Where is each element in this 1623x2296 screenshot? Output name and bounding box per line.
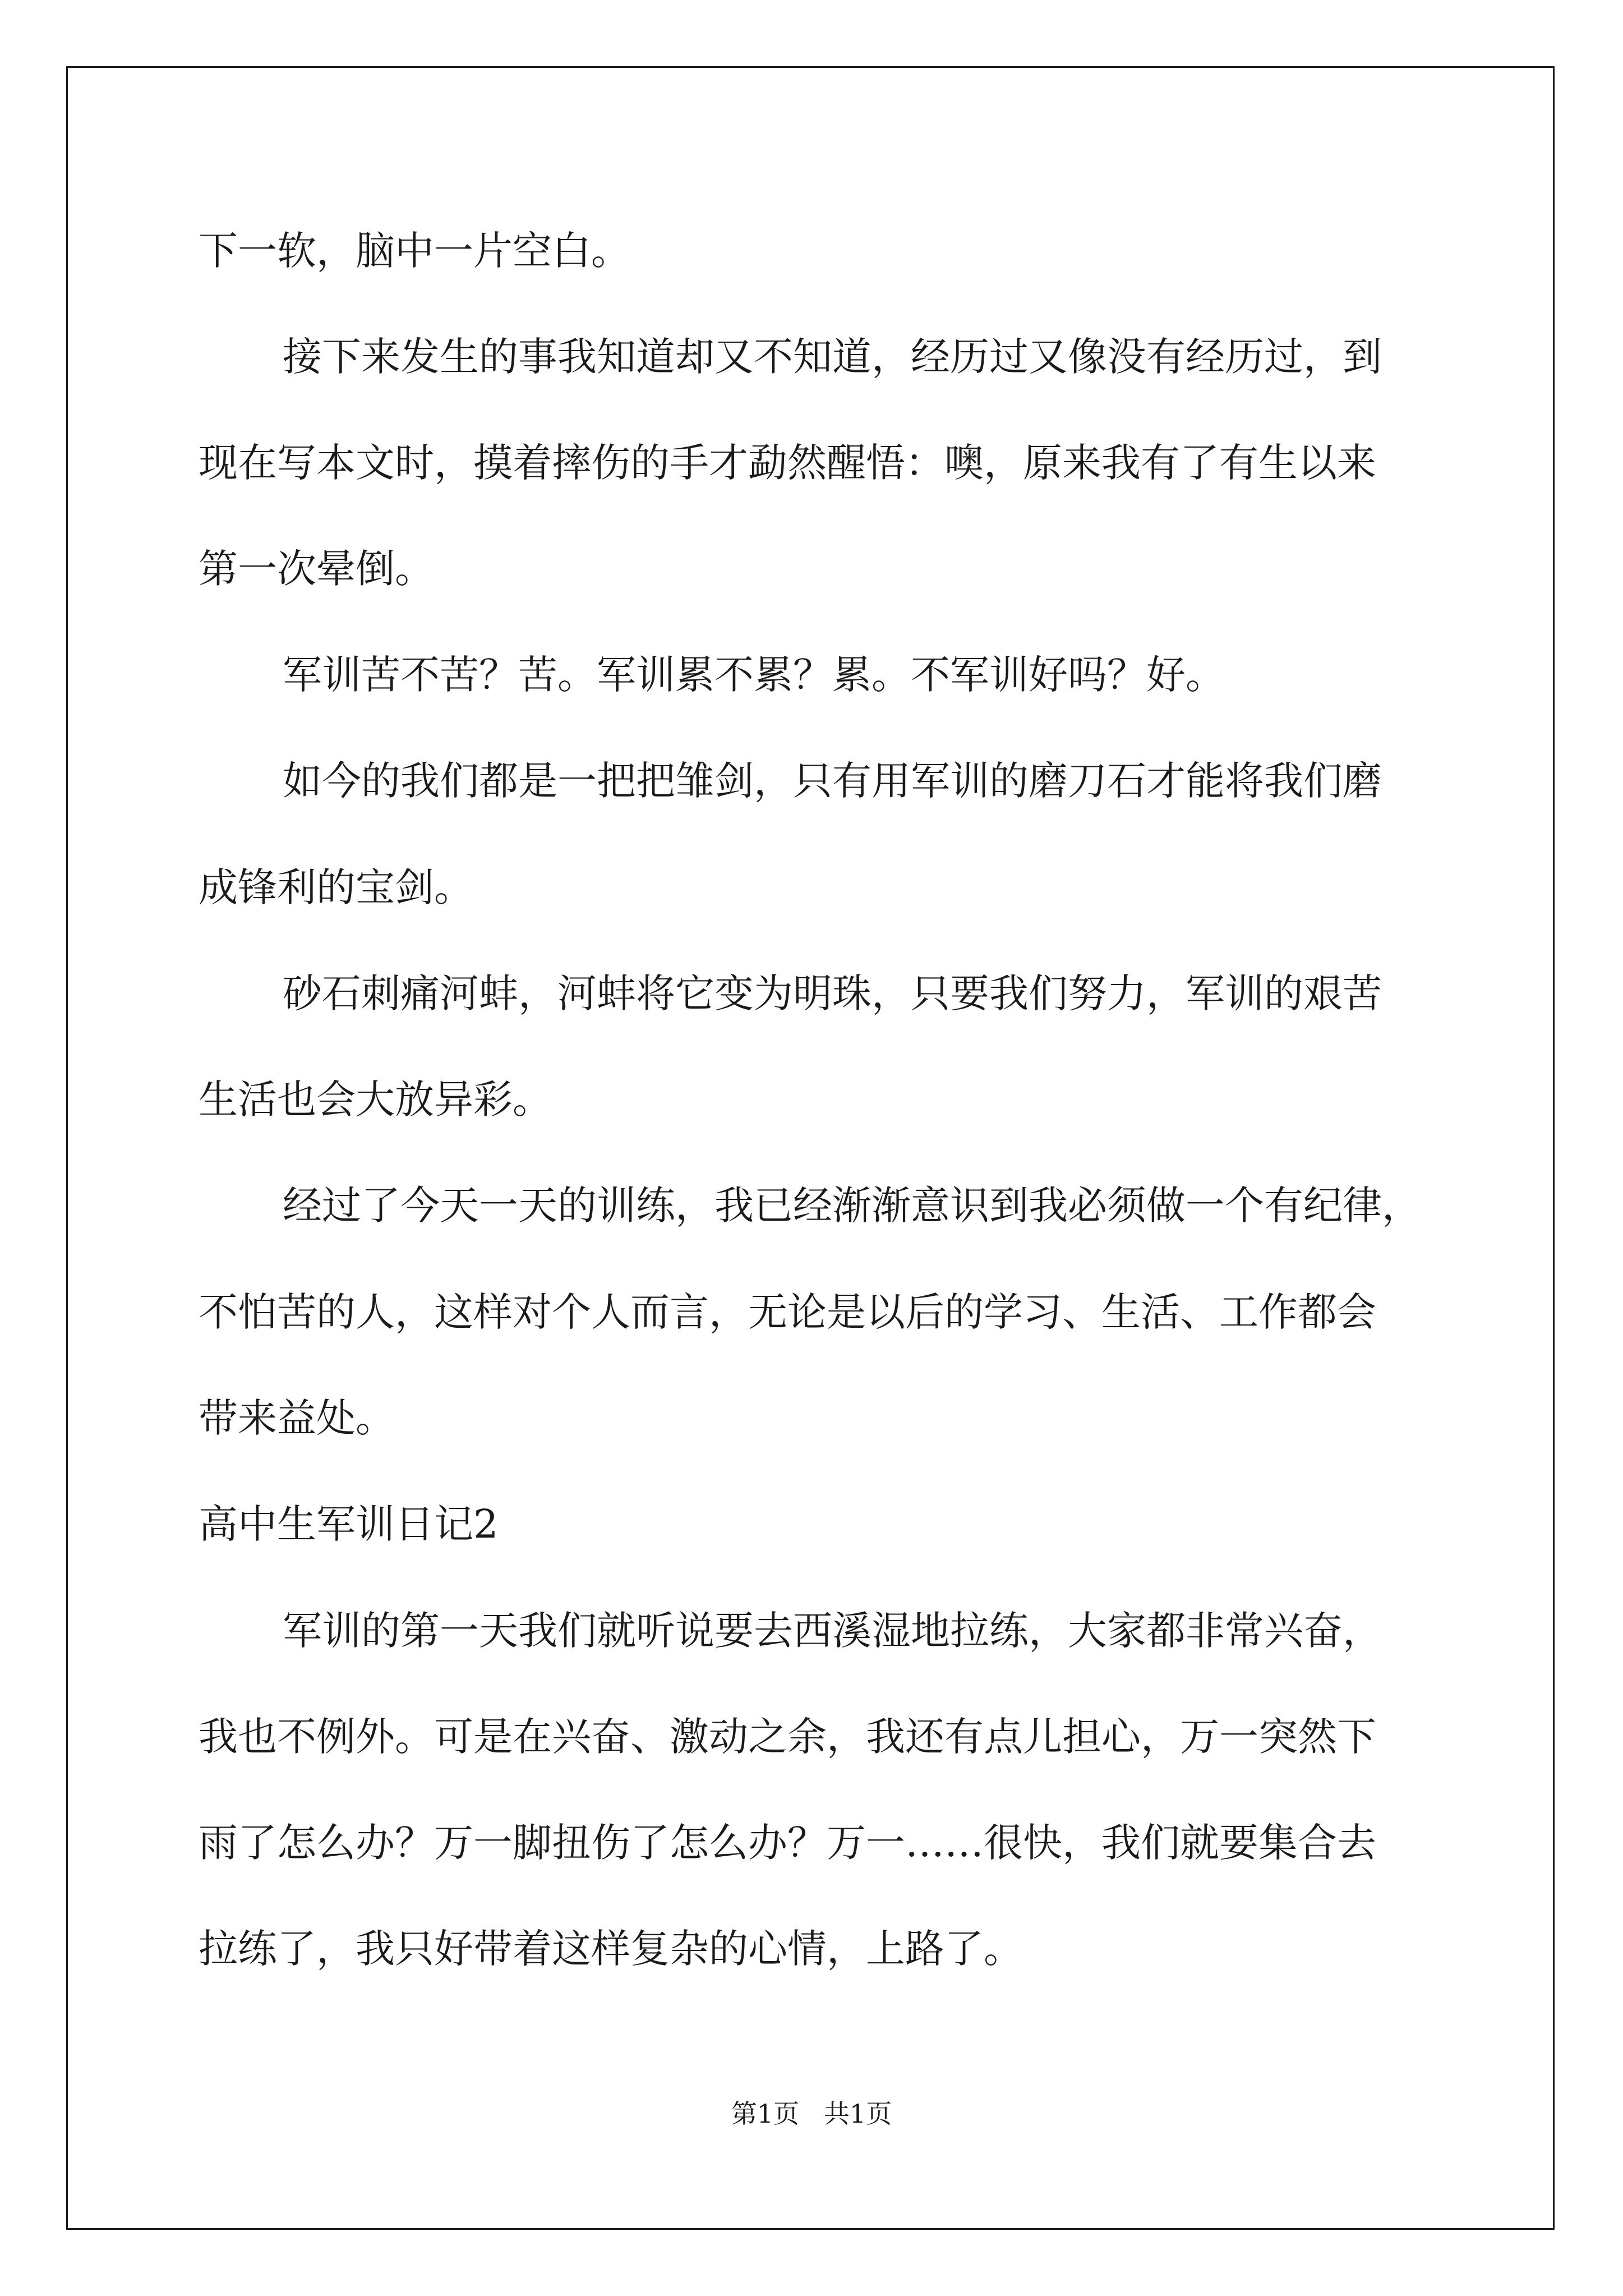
- text-line: 现在写本文时，摸着摔伤的手才勐然醒悟：噢，原来我有了有生以来: [199, 440, 1376, 486]
- page-border: [66, 66, 1555, 2230]
- text-line: 带来益处。: [199, 1395, 395, 1441]
- text-line: 军训的第一天我们就听说要去西溪湿地拉练，大家都非常兴奋，: [283, 1608, 1382, 1654]
- text-line: 雨了怎么办？万一脚扭伤了怎么办？万一……很快，我们就要集合去: [199, 1820, 1376, 1866]
- text-line: 如今的我们都是一把把雏剑，只有用军训的磨刀石才能将我们磨: [283, 758, 1382, 804]
- page-number-footer: 第1页 共1页: [731, 2099, 892, 2129]
- text-line: 拉练了，我只好带着这样复杂的心情，上路了。: [199, 1926, 1023, 1972]
- text-line: 下一软，脑中一片空白。: [199, 228, 630, 274]
- text-line: 砂石刺痛河蚌，河蚌将它变为明珠，只要我们努力，军训的艰苦: [283, 970, 1382, 1016]
- text-line: 不怕苦的人，这样对个人而言，无论是以后的学习、生活、工作都会: [199, 1289, 1376, 1335]
- text-line: 军训苦不苦？苦。军训累不累？累。不军训好吗？好。: [283, 652, 1225, 698]
- section-heading: 高中生军训日记2: [199, 1501, 499, 1547]
- text-line: 经过了今天一天的训练，我已经渐渐意识到我必须做一个有纪律，: [283, 1182, 1421, 1228]
- text-line: 接下来发生的事我知道却又不知道，经历过又像没有经历过，到: [283, 334, 1382, 380]
- text-line: 成锋利的宝剑。: [199, 864, 473, 910]
- text-line: 生活也会大放异彩。: [199, 1076, 552, 1122]
- text-line: 第一次晕倒。: [199, 546, 434, 592]
- text-line: 我也不例外。可是在兴奋、激动之余，我还有点儿担心，万一突然下: [199, 1714, 1376, 1760]
